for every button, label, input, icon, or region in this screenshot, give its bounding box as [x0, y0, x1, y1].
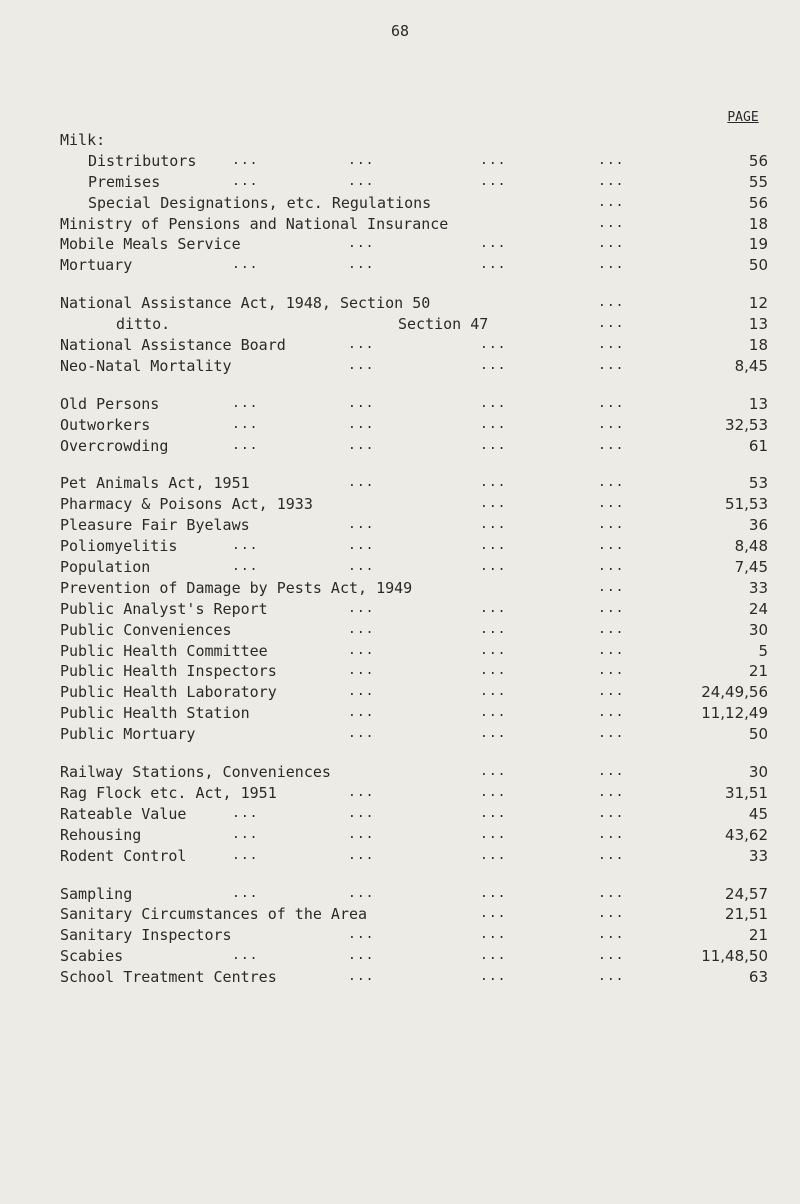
- entry-label: School Treatment Centres: [60, 968, 277, 987]
- entry-label: Mobile Meals Service: [60, 235, 241, 254]
- leader-dots: ...: [480, 236, 507, 252]
- leader-dots: ...: [480, 826, 507, 842]
- index-entry: [60, 515, 770, 536]
- index-list: [60, 130, 770, 988]
- entry-label: Premises: [88, 172, 161, 191]
- leader-dots: ...: [598, 538, 625, 554]
- leader-dots: ...: [348, 826, 375, 842]
- leader-dots: ...: [480, 357, 507, 373]
- page-number: 68: [390, 22, 410, 40]
- entry-label: Public Health Laboratory: [60, 683, 277, 702]
- entry-page-number: 36: [748, 516, 768, 535]
- leader-dots: ...: [480, 927, 507, 943]
- leader-dots: ...: [598, 295, 625, 311]
- entry-label: Sanitary Circumstances of the Area: [60, 905, 368, 924]
- leader-dots: ...: [480, 337, 507, 353]
- entry-page-number: 8,48: [734, 537, 768, 556]
- leader-dots: ...: [480, 257, 507, 273]
- entry-page-number: 18: [748, 214, 768, 233]
- leader-dots: ...: [598, 437, 625, 453]
- leader-dots: ...: [598, 600, 625, 616]
- entry-label: Old Persons: [60, 394, 160, 413]
- leader-dots: ...: [480, 152, 507, 168]
- entry-page-number: 24,49,56: [701, 683, 768, 702]
- entry-page-number: 7,45: [734, 558, 768, 577]
- index-entry: [60, 762, 770, 783]
- leader-dots: ...: [232, 885, 259, 901]
- entry-page-number: 56: [748, 151, 768, 170]
- index-entry: [60, 494, 770, 515]
- entry-label: Ministry of Pensions and National Insurance: [60, 214, 449, 233]
- leader-dots: ...: [480, 559, 507, 575]
- leader-dots: ...: [348, 927, 375, 943]
- index-entry: [60, 783, 770, 804]
- index-entry: [60, 356, 770, 377]
- leader-dots: ...: [598, 684, 625, 700]
- index-entry: [60, 394, 770, 415]
- leader-dots: ...: [598, 194, 625, 210]
- leader-dots: ...: [232, 948, 259, 964]
- index-entry: [60, 536, 770, 557]
- leader-dots: ...: [232, 847, 259, 863]
- entry-page-number: 33: [748, 578, 768, 597]
- index-entry: [60, 804, 770, 825]
- index-entry: [60, 682, 770, 703]
- leader-dots: ...: [232, 826, 259, 842]
- leader-dots: ...: [598, 705, 625, 721]
- leader-dots: ...: [598, 357, 625, 373]
- leader-dots: ...: [348, 885, 375, 901]
- leader-dots: ...: [232, 559, 259, 575]
- entry-label: Public Health Station: [60, 704, 250, 723]
- leader-dots: ...: [480, 517, 507, 533]
- entry-page-number: 24,57: [725, 884, 768, 903]
- index-entry: [60, 846, 770, 867]
- index-entry: [60, 415, 770, 436]
- leader-dots: ...: [348, 705, 375, 721]
- entry-label: Pharmacy & Poisons Act, 1933: [60, 495, 313, 514]
- leader-dots: ...: [480, 621, 507, 637]
- leader-dots: ...: [480, 173, 507, 189]
- leader-dots: ...: [348, 357, 375, 373]
- entry-label: Public Health Inspectors: [60, 662, 277, 681]
- leader-dots: ...: [348, 395, 375, 411]
- index-entry: [60, 825, 770, 846]
- entry-page-number: 19: [748, 235, 768, 254]
- leader-dots: ...: [480, 437, 507, 453]
- page-column-header: PAGE: [727, 110, 759, 125]
- entry-page-number: 11,48,50: [701, 947, 768, 966]
- leader-dots: ...: [348, 236, 375, 252]
- leader-dots: ...: [598, 764, 625, 780]
- leader-dots: ...: [348, 642, 375, 658]
- leader-dots: ...: [348, 152, 375, 168]
- entry-label: ditto.: [116, 315, 171, 334]
- leader-dots: ...: [232, 416, 259, 432]
- leader-dots: ...: [348, 437, 375, 453]
- leader-dots: ...: [598, 152, 625, 168]
- leader-dots: ...: [480, 906, 507, 922]
- entry-label: Rehousing: [60, 825, 142, 844]
- leader-dots: ...: [348, 337, 375, 353]
- index-entry: [60, 946, 770, 967]
- leader-dots: ...: [598, 416, 625, 432]
- leader-dots: ...: [348, 257, 375, 273]
- leader-dots: ...: [598, 579, 625, 595]
- leader-dots: ...: [598, 337, 625, 353]
- entry-page-number: 21: [748, 926, 768, 945]
- index-entry: [60, 473, 770, 494]
- leader-dots: ...: [480, 764, 507, 780]
- entry-label: Neo-Natal Mortality: [60, 356, 232, 375]
- entry-page-number: 30: [748, 763, 768, 782]
- entry-label: Mortuary: [60, 256, 133, 275]
- entry-page-number: 51,53: [725, 495, 768, 514]
- leader-dots: ...: [232, 152, 259, 168]
- leader-dots: ...: [348, 475, 375, 491]
- leader-dots: ...: [348, 173, 375, 189]
- index-entry: [60, 884, 770, 905]
- leader-dots: ...: [232, 437, 259, 453]
- leader-dots: ...: [348, 663, 375, 679]
- entry-label: Milk:: [60, 131, 106, 149]
- entry-label: Railway Stations, Conveniences: [60, 763, 331, 782]
- leader-dots: ...: [598, 885, 625, 901]
- entry-page-number: 32,53: [725, 415, 768, 434]
- entry-page-number: 31,51: [725, 783, 768, 802]
- leader-dots: ...: [232, 805, 259, 821]
- leader-dots: ...: [598, 559, 625, 575]
- entry-page-number: 50: [748, 725, 768, 744]
- index-entry: [60, 904, 770, 925]
- index-entry: [60, 172, 770, 193]
- leader-dots: ...: [348, 948, 375, 964]
- entry-label: Public Conveniences: [60, 620, 232, 639]
- index-entry: [60, 661, 770, 682]
- entry-label: Pet Animals Act, 1951: [60, 474, 250, 493]
- leader-dots: ...: [480, 805, 507, 821]
- leader-dots: ...: [480, 885, 507, 901]
- entry-label: Public Health Committee: [60, 641, 268, 660]
- leader-dots: ...: [480, 948, 507, 964]
- leader-dots: ...: [598, 726, 625, 742]
- entry-label: Rag Flock etc. Act, 1951: [60, 783, 277, 802]
- leader-dots: ...: [598, 969, 625, 985]
- leader-dots: ...: [480, 969, 507, 985]
- entry-page-number: 53: [748, 474, 768, 493]
- leader-dots: ...: [598, 257, 625, 273]
- leader-dots: ...: [348, 416, 375, 432]
- leader-dots: ...: [480, 663, 507, 679]
- leader-dots: ...: [232, 173, 259, 189]
- leader-dots: ...: [598, 173, 625, 189]
- leader-dots: ...: [480, 600, 507, 616]
- index-entry: [60, 724, 770, 745]
- entry-label: Public Analyst's Report: [60, 599, 268, 618]
- leader-dots: ...: [348, 538, 375, 554]
- entry-page-number: 50: [748, 256, 768, 275]
- index-entry: [60, 436, 770, 457]
- entry-label: Rodent Control: [60, 846, 187, 865]
- index-entry: [60, 620, 770, 641]
- entry-label: Population: [60, 558, 151, 577]
- entry-page-number: 21,51: [725, 905, 768, 924]
- leader-dots: ...: [598, 805, 625, 821]
- entry-page-number: 55: [748, 172, 768, 191]
- index-entry: [60, 578, 770, 599]
- leader-dots: ...: [598, 621, 625, 637]
- leader-dots: ...: [480, 496, 507, 512]
- entry-page-number: 5: [758, 641, 768, 660]
- index-entry: [60, 255, 770, 276]
- entry-page-number: 33: [748, 846, 768, 865]
- leader-dots: ...: [348, 805, 375, 821]
- entry-page-number: 12: [748, 294, 768, 313]
- index-entry: [60, 599, 770, 620]
- entry-label: Public Mortuary: [60, 725, 196, 744]
- leader-dots: ...: [598, 906, 625, 922]
- index-entry: [60, 314, 770, 335]
- index-entry: [60, 557, 770, 578]
- leader-dots: ...: [480, 684, 507, 700]
- leader-dots: ...: [598, 663, 625, 679]
- entry-label: Outworkers: [60, 415, 151, 434]
- leader-dots: ...: [232, 395, 259, 411]
- leader-dots: ...: [598, 517, 625, 533]
- leader-dots: ...: [480, 538, 507, 554]
- leader-dots: ...: [348, 517, 375, 533]
- leader-dots: ...: [348, 969, 375, 985]
- entry-label: Sanitary Inspectors: [60, 926, 232, 945]
- index-entry: [60, 967, 770, 988]
- index-entry: [60, 214, 770, 235]
- entry-page-number: 21: [748, 662, 768, 681]
- leader-dots: ...: [348, 726, 375, 742]
- index-entry: [60, 234, 770, 255]
- leader-dots: ...: [480, 416, 507, 432]
- entry-label: Pleasure Fair Byelaws: [60, 516, 250, 535]
- leader-dots: ...: [348, 559, 375, 575]
- entry-page-number: 8,45: [734, 356, 768, 375]
- index-entry: [60, 703, 770, 724]
- entry-label: Overcrowding: [60, 436, 169, 455]
- leader-dots: ...: [598, 215, 625, 231]
- leader-dots: ...: [598, 927, 625, 943]
- leader-dots: ...: [480, 705, 507, 721]
- entry-page-number: 18: [748, 336, 768, 355]
- entry-page-number: 56: [748, 193, 768, 212]
- leader-dots: ...: [480, 475, 507, 491]
- index-entry: [60, 335, 770, 356]
- leader-dots: ...: [598, 642, 625, 658]
- leader-dots: ...: [480, 784, 507, 800]
- entry-label: Special Designations, etc. Regulations: [88, 193, 432, 212]
- leader-dots: ...: [598, 948, 625, 964]
- entry-page-number: 30: [748, 620, 768, 639]
- entry-label: Rateable Value: [60, 804, 187, 823]
- leader-dots: ...: [598, 475, 625, 491]
- leader-dots: ...: [348, 600, 375, 616]
- leader-dots: ...: [598, 496, 625, 512]
- entry-page-number: 13: [748, 394, 768, 413]
- leader-dots: ...: [348, 784, 375, 800]
- entry-label: National Assistance Board: [60, 336, 286, 355]
- entry-label: Distributors: [88, 151, 197, 170]
- entry-page-number: 11,12,49: [701, 704, 768, 723]
- entry-label: Prevention of Damage by Pests Act, 1949: [60, 578, 413, 597]
- leader-dots: ...: [598, 236, 625, 252]
- entry-page-number: 43,62: [725, 825, 768, 844]
- leader-dots: ...: [480, 395, 507, 411]
- entry-label: Scabies: [60, 947, 124, 966]
- leader-dots: ...: [232, 538, 259, 554]
- leader-dots: ...: [598, 826, 625, 842]
- leader-dots: ...: [598, 784, 625, 800]
- index-entry: [60, 293, 770, 314]
- index-entry: [60, 925, 770, 946]
- leader-dots: ...: [598, 316, 625, 332]
- leader-dots: ...: [480, 726, 507, 742]
- entry-page-number: 45: [748, 804, 768, 823]
- entry-page-number: 61: [748, 436, 768, 455]
- leader-dots: ...: [480, 642, 507, 658]
- leader-dots: ...: [598, 395, 625, 411]
- entry-label: Poliomyelitis: [60, 537, 178, 556]
- leader-dots: ...: [598, 847, 625, 863]
- leader-dots: ...: [348, 684, 375, 700]
- entry-page-number: 63: [748, 968, 768, 987]
- entry-label: Sampling: [60, 884, 133, 903]
- leader-dots: ...: [232, 257, 259, 273]
- leader-dots: ...: [348, 621, 375, 637]
- index-entry: [60, 130, 770, 151]
- entry-sublabel: Section 47: [398, 315, 489, 334]
- index-entry: [60, 151, 770, 172]
- leader-dots: ...: [480, 847, 507, 863]
- index-entry: [60, 641, 770, 662]
- leader-dots: ...: [348, 847, 375, 863]
- entry-page-number: 24: [748, 599, 768, 618]
- entry-page-number: 13: [748, 315, 768, 334]
- index-entry: [60, 193, 770, 214]
- entry-label: National Assistance Act, 1948, Section 50: [60, 294, 431, 313]
